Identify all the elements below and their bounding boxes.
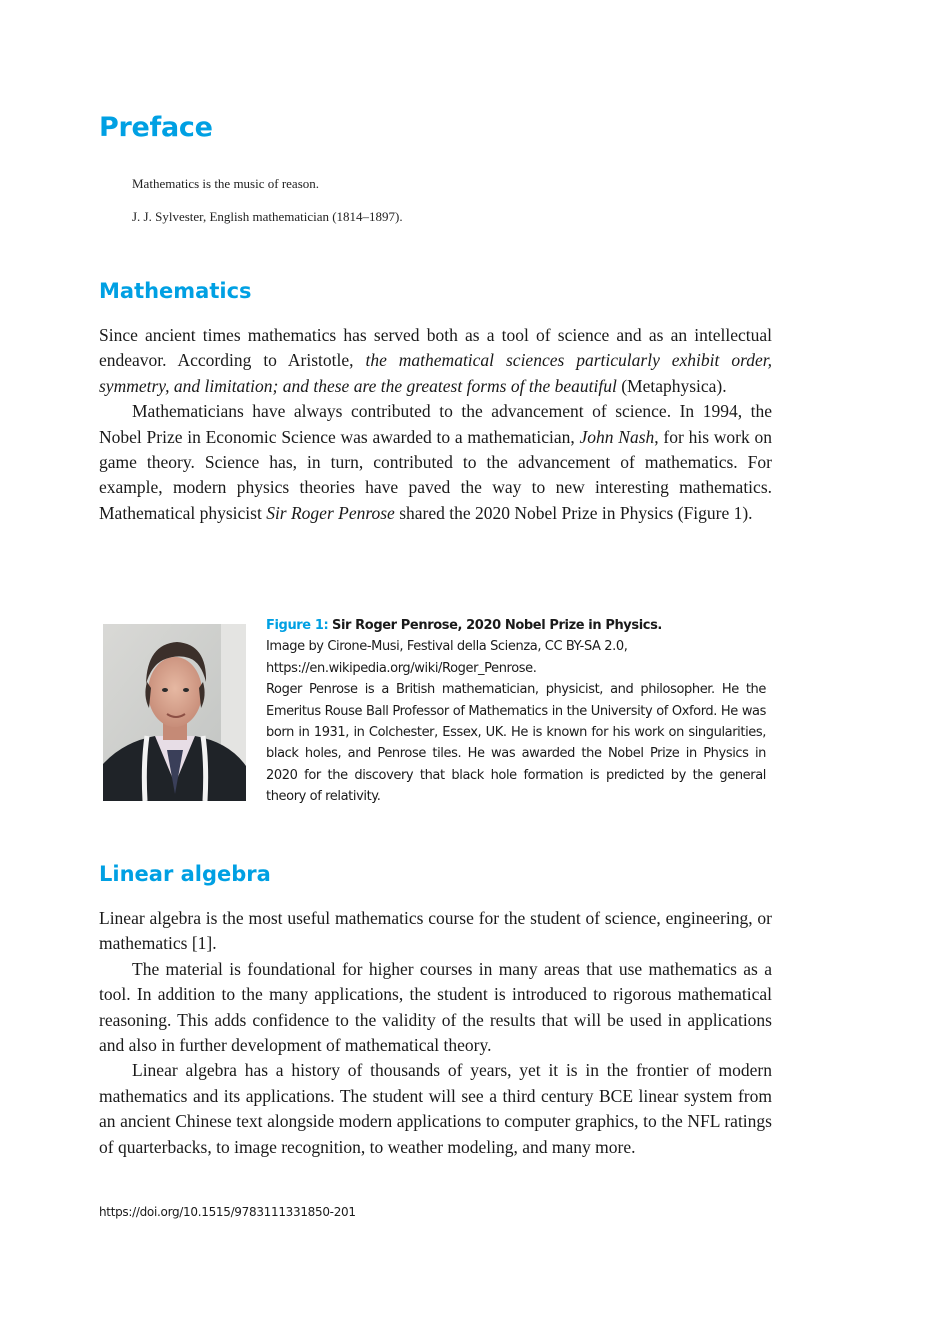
figure-title: Sir Roger Penrose, 2020 Nobel Prize in Physics. bbox=[332, 618, 662, 633]
text-run: Since ancient times mathematics has served both as a tool of science and as an intellectual endeavor. According to Aristotle, bbox=[99, 325, 772, 371]
portrait-illustration bbox=[103, 624, 246, 801]
mathematics-body bbox=[99, 323, 772, 526]
text-run: (Metaphysica). bbox=[616, 375, 727, 396]
text-run: , for his work on game theory. Science has, in turn, contributed to the advancement of mathematics. For example, modern physics theories have paved the way to new interesting mathematics. Mathematical physicist bbox=[99, 426, 772, 523]
aristotle-quote: the mathematical sciences particularly exhibit order, symmetry, and limitation; and these are the greatest forms of the beautiful bbox=[99, 350, 773, 396]
mathematics-paragraph-2 bbox=[99, 399, 772, 526]
figure-credit-line-1: Image by Cirone-Musi, Festival della Scienza, CC BY-SA 2.0, bbox=[266, 639, 628, 655]
text-run: Mathematicians have always contributed to the advancement of science. In 1994, the Nobel Prize in Economic Science was awarded to a mathematician, bbox=[99, 401, 772, 447]
text-run: shared the 2020 Nobel Prize in Physics (Figure 1). bbox=[394, 502, 753, 523]
figure-description: Roger Penrose is a British mathematician, physicist, and philosopher. He the Emeritus Rouse Ball Professor of Mathematics in the University of Oxford. He was born in 1931, in Colchester, Essex, UK. He is known for his work on singularities, black holes, and Penrose tiles. He was awarded the Nobel Prize in Physics in 2020 for the discovery that black hole formation is predicted by the general theory of relativity. bbox=[266, 682, 766, 805]
figure-label: Figure 1: bbox=[266, 618, 329, 633]
name-roger-penrose: Sir Roger Penrose bbox=[266, 502, 395, 523]
figure-credit-line-2: https://en.wikipedia.org/wiki/Roger_Penrose. bbox=[266, 660, 537, 676]
caption-title-line bbox=[266, 615, 766, 636]
linear-algebra-body bbox=[99, 906, 772, 1160]
doi-footer: https://doi.org/10.1515/9783111331850-201 bbox=[99, 1205, 356, 1219]
chapter-title: Preface bbox=[99, 112, 213, 143]
section-heading-linear-algebra: Linear algebra bbox=[99, 862, 271, 886]
name-john-nash: John Nash bbox=[579, 426, 655, 447]
mathematics-paragraph-1 bbox=[99, 323, 772, 399]
penrose-photo bbox=[103, 624, 246, 801]
epigraph-attribution: J. J. Sylvester, English mathematician (1814–1897). bbox=[132, 209, 403, 224]
epigraph-quote: Mathematics is the music of reason. bbox=[132, 176, 320, 191]
linear-algebra-paragraph-3: Linear algebra has a history of thousands of years, yet it is in the frontier of modern mathematics and its applications. The student will see a third century BCE linear system from an ancient Chinese text alongside modern applications to computer graphics, to the NFL ratings of quarterbacks, to image recognition, to weather modeling, and many more. bbox=[99, 1060, 772, 1157]
section-heading-mathematics: Mathematics bbox=[99, 279, 252, 303]
linear-algebra-paragraph-2: The material is foundational for higher courses in many areas that use mathematics as a tool. In addition to the many applications, the student is introduced to rigorous mathematical reasoning. This adds confidence to the validity of the results that will be used in applications and also in further development of mathematical theory. bbox=[99, 958, 772, 1056]
linear-algebra-paragraph-1: Linear algebra is the most useful mathematics course for the student of science, engineering, or mathematics [1]. bbox=[99, 908, 772, 954]
figure-caption bbox=[266, 615, 766, 808]
